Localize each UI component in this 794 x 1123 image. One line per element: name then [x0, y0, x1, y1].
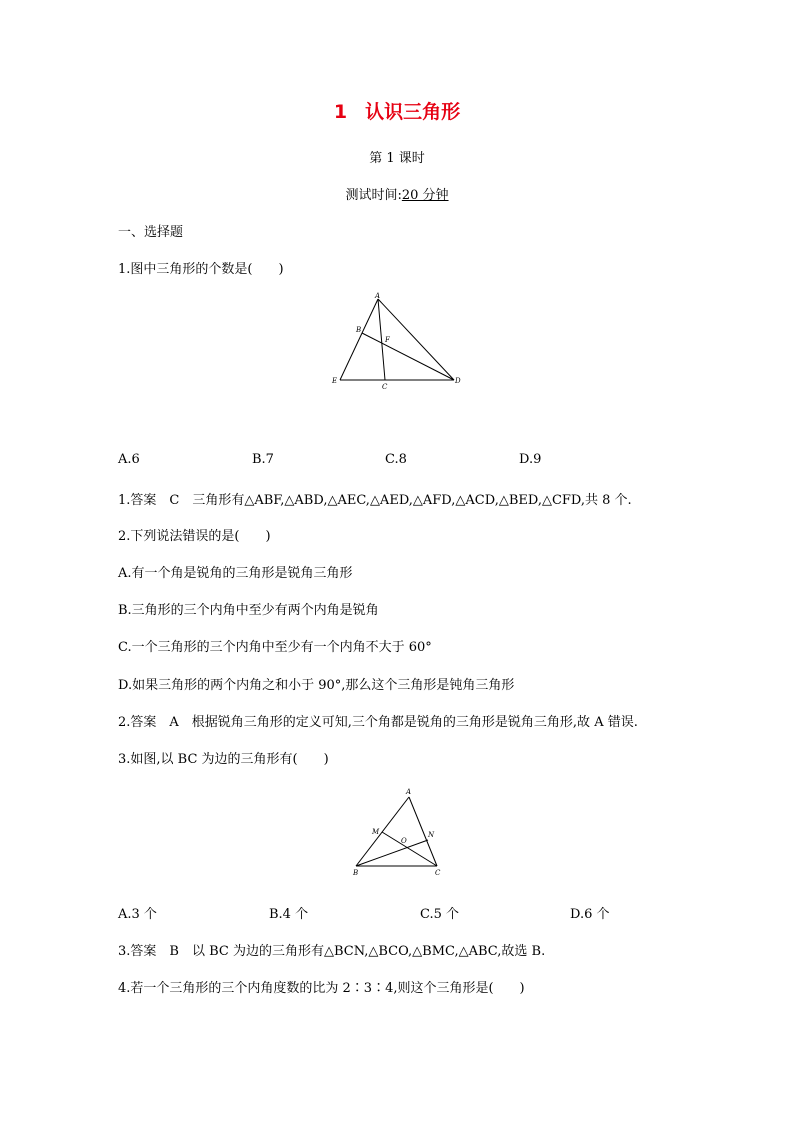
- q3-option-b: B.4 个: [269, 907, 309, 922]
- q1-option-d: D.9: [519, 452, 542, 467]
- q3-stem: 3.如图,以 BC 为边的三角形有( ): [118, 752, 329, 767]
- q2-option-a: A.有一个角是锐角的三角形是锐角三角形: [118, 566, 353, 581]
- q3-option-d: D.6 个: [570, 907, 610, 922]
- q1-answer: 1.答案 C 三角形有△ABF,△ABD,△AEC,△AED,△AFD,△ACD,△BED,△CFD,共 8 个.: [118, 493, 632, 508]
- q3-option-a: A.3 个: [118, 907, 157, 922]
- test-time: [0, 184, 794, 203]
- q3-option-c: C.5 个: [420, 907, 460, 922]
- q3-label-m: M: [372, 828, 380, 836]
- q3-answer: 3.答案 B 以 BC 为边的三角形有△BCN,△BCO,△BMC,△ABC,故选 B.: [118, 944, 546, 959]
- q1-figure: [326, 290, 466, 390]
- q1-edge-AE: [340, 299, 378, 380]
- q1-stem: 1.图中三角形的个数是( ): [118, 262, 284, 277]
- q1-edge-AC: [378, 299, 385, 380]
- q1-label-d: D: [455, 377, 461, 385]
- q2-option-d: D.如果三角形的两个内角之和小于 90°,那么这个三角形是钝角三角形: [118, 678, 515, 693]
- q1-label-e: E: [332, 377, 338, 385]
- q3-label-b: B: [353, 869, 359, 877]
- q3-label-n: N: [428, 831, 435, 839]
- q3-edge-AB: [356, 797, 409, 866]
- section-heading: 一、选择题: [118, 225, 184, 240]
- q2-stem: 2.下列说法错误的是( ): [118, 529, 271, 544]
- q1-label-f: F: [385, 336, 390, 344]
- q1-label-c: C: [382, 383, 388, 390]
- q3-label-c: C: [435, 869, 441, 877]
- q3-label-a: A: [406, 788, 412, 796]
- title-number: 1: [333, 101, 348, 123]
- lesson-label: 第 1 课时: [369, 151, 425, 166]
- q1-label-a: A: [375, 292, 381, 300]
- q1-option-c: C.8: [385, 452, 407, 467]
- q2-option-c: C.一个三角形的三个内角中至少有一个内角不大于 60°: [118, 640, 432, 655]
- q1-option-b: B.7: [252, 452, 274, 467]
- test-time-value: 20 分钟: [401, 188, 449, 203]
- q3-figure: [346, 785, 456, 880]
- test-time-label: 测试时间:: [345, 188, 402, 203]
- q4-stem: 4.若一个三角形的三个内角度数的比为 2∶3∶4,则这个三角形是( ): [118, 981, 525, 996]
- q3-edge-BN: [356, 840, 428, 866]
- q1-edge-BD: [362, 333, 454, 380]
- q1-option-a: A.6: [118, 452, 140, 467]
- q2-option-b: B.三角形的三个内角中至少有两个内角是锐角: [118, 603, 379, 618]
- q2-answer: 2.答案 A 根据锐角三角形的定义可知,三个角都是锐角的三角形是锐角三角形,故 A 错误.: [118, 715, 638, 730]
- q1-label-b: B: [356, 326, 362, 334]
- title-text: 认识三角形: [365, 101, 461, 123]
- q3-label-o: O: [401, 837, 407, 845]
- page-title: [0, 97, 794, 124]
